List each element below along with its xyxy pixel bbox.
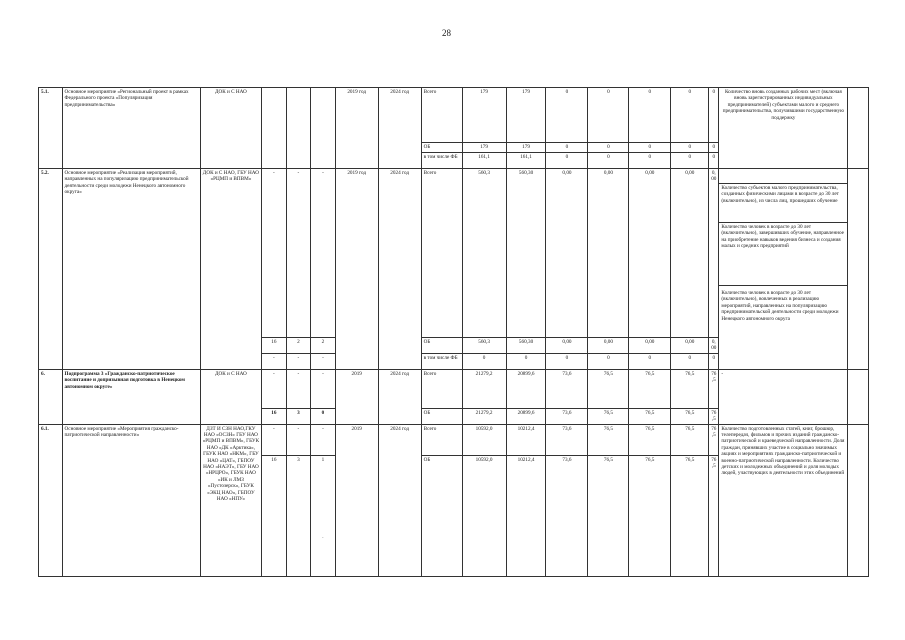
indicator: Количество человек в возрасте до 30 лет (включительно), завершивших обучение, направленное на приобретение навыков ведения бизнеса и создания малых и средних предприятий [719,223,847,286]
code-cell: 16 [262,455,287,576]
page-number: 28 [442,28,451,38]
code-cell: - [262,169,287,338]
value: 76,5 [629,369,671,408]
row-name: Основное мероприятие «Реализация мероприятий, направленных на популяризацию предпринимательской деятельности среди молодежи Ненецкого автономного округа» [62,169,200,370]
value: 0,00 [671,338,709,354]
value: 0 [671,153,709,169]
code-cell: - [286,169,311,338]
row-executor: ДОК и С НАО [200,88,261,169]
value: 0 [709,88,719,143]
value: 0 [629,353,671,369]
code-cell: - [311,169,336,338]
value: 179 [462,143,506,153]
value: 0 [671,143,709,153]
source: ОБ [421,408,462,424]
value: 0 [709,143,719,153]
table-row [39,169,869,338]
value: 0 [671,88,709,143]
source: в том числе ФБ [421,353,462,369]
code-cell: - [286,353,311,369]
value: 73,6 [546,424,588,455]
program-table [38,87,869,577]
indicator: Количество подготовленных статей, книг, брошюр, телепередач, фильмов и прочих изданий гражданско-патриотической и краеведческой направленности. Доля граждан, принявших участие в социально значимых акциях и мероприятиях гражданско-патриотической и военно-патриотической направленности. Количество детских и молодежных объединений и доля молодых людей, участвующих в деятельности этих объединений [719,424,848,576]
code-cell: - [262,353,287,369]
value: 21279,2 [462,408,506,424]
year-end: 2024 год [378,369,421,424]
code-cell: 3 [286,408,311,424]
row-name: Основное мероприятие «Мероприятия гражданско-патриотической направленности» [62,424,200,576]
value: 0,00 [588,338,629,354]
value: 0 [629,143,671,153]
value: 0 [709,153,719,169]
code-cell: - [286,424,311,455]
value: 0 [546,88,588,143]
value: 0,00 [671,169,709,338]
value: 161,1 [462,153,506,169]
value: 0 [629,88,671,143]
row-executor: ДОК и С НАО [200,369,261,424]
value: 20899,6 [506,369,546,408]
indicator: Количество субъектов малого предпринимательства, созданных физическими лицами в возрасте до 30 лет (включительно), из числа лиц, прошедших обучение [719,184,847,223]
year-end: 2024 год [378,88,421,169]
code-cell: - [262,369,287,408]
value: 10212,4 [506,455,546,576]
year-start: 2019 год [335,88,378,169]
value: 73,6 [546,369,588,408]
year-start: 2019 [335,369,378,424]
year-start: 2019 [335,424,378,576]
value: 0 [671,353,709,369]
value: 0 [709,353,719,369]
value: 0,00 [629,169,671,338]
value: 0,00 [588,169,629,338]
value: 76,5 [588,424,629,455]
value: 0 [588,353,629,369]
year-start: 2019 год [335,169,378,370]
value: 21279,2 [462,369,506,408]
code-cell: - [311,353,336,369]
value: 560,3 [462,338,506,354]
indicator: Количество вновь созданных рабочих мест (включая вновь зарегистрированных индивидуальных предпринимателей) субъектами малого и среднего предпринимательства, получившими государственную поддержку [719,88,848,169]
year-end: 2024 год [378,424,421,576]
code-cell: - [262,424,287,455]
row-number: 5.1. [39,88,63,169]
value: 76,5 [671,369,709,408]
value: 76,5 [671,424,709,455]
value: 76,5 [588,455,629,576]
indicator: - [719,369,848,424]
value: 20899,6 [506,408,546,424]
value: 0 [588,88,629,143]
value: 0,00 [546,169,588,338]
source: Всего [421,369,462,408]
row-executor: ДЗТ И СЗН НАО,ГКУ НАО «ОСЗН» ГБУ НАО «РЦМП и ВПВМ», ГБУК НАО «ДК «Арктика», ГБУК НАО «НКМ», ГБУ НАО «ЦАТ», ГБПОУ НАО «НАЭТ», ГБУ НАО «НРЦРО», ГБУК НАО «ИК и ЛМЗ «Пустозерск», ГБУК «ЭКЦ НАО», ГБПОУ НАО «НПУ» [200,424,261,576]
year-end: 2024 год [378,169,421,370]
value: 76,5 [709,369,719,408]
value: 0 [629,153,671,169]
source: Всего [421,424,462,455]
value: 0,00 [546,338,588,354]
value: 76,5 [588,408,629,424]
value: 0 [546,353,588,369]
table-row [39,88,869,143]
row-executor: ДОК и С НАО, ГБУ НАО «РЦМП и ВПВМ» [200,169,261,370]
row-number: 5.2. [39,169,63,370]
table-row [39,369,869,408]
value: 76,5 [629,455,671,576]
dot-mark: . [322,533,324,540]
row-name: Подпрограмма 3 «Гражданско-патриотическое воспитание и допризывная подготовка в Ненецком автономном округе» [62,369,200,424]
value: 179 [462,88,506,143]
value: 73,6 [546,455,588,576]
indicator: Количество человек в возрасте до 30 лет (включительно), вовлеченных в реализацию мероприятий, направленных на популяризацию предпринимательской деятельности среди молодежи Ненецкого автономного округа [721,290,839,322]
table-row [39,424,869,455]
value: 161,1 [506,153,546,169]
source: Всего [421,88,462,143]
value: 0 [546,153,588,169]
value: 0,00 [629,338,671,354]
code-cell: 2 [286,338,311,354]
value: 0,00 [709,169,719,338]
value: 76,5 [629,408,671,424]
row-number: 6.1. [39,424,63,576]
code-cell: - [311,424,336,455]
value: 560,3 [462,169,506,338]
value: 76,5 [709,424,719,455]
value: 560,30 [506,169,546,338]
source: ОБ [421,143,462,153]
value: 76,5 [588,369,629,408]
source: ОБ [421,338,462,354]
value: 76,5 [671,455,709,576]
value: 10592,0 [462,424,506,455]
code-cell: - [286,369,311,408]
value: 179 [506,88,546,143]
value: 76,5 [709,408,719,424]
value: 0 [588,153,629,169]
source: в том числе ФБ [421,153,462,169]
value: 0,00 [709,338,719,354]
code-cell: 2 [311,338,336,354]
value: 10592,0 [462,455,506,576]
code-cell: 1 [321,456,325,463]
value: 560,30 [506,338,546,354]
code-cell: 3 [286,455,311,576]
value: 76,5 [671,408,709,424]
value: 73,6 [546,408,588,424]
code-cell: 16 [262,408,287,424]
code-cell: 0 [311,408,336,424]
value: 10212,4 [506,424,546,455]
source: Всего [421,169,462,338]
value: 0 [506,353,546,369]
value: 0 [546,143,588,153]
source: ОБ [421,455,462,576]
code-cell: 16 [262,338,287,354]
value: 76,5 [709,455,719,576]
row-name: Основное мероприятие «Региональный проект в рамках Федерального проекта «Популяризация предпринимательства» [62,88,200,169]
value: 0 [588,143,629,153]
value: 76,5 [629,424,671,455]
row-number: 6. [39,369,63,424]
code-cell: - [311,369,336,408]
value: 179 [506,143,546,153]
value: 0 [462,353,506,369]
